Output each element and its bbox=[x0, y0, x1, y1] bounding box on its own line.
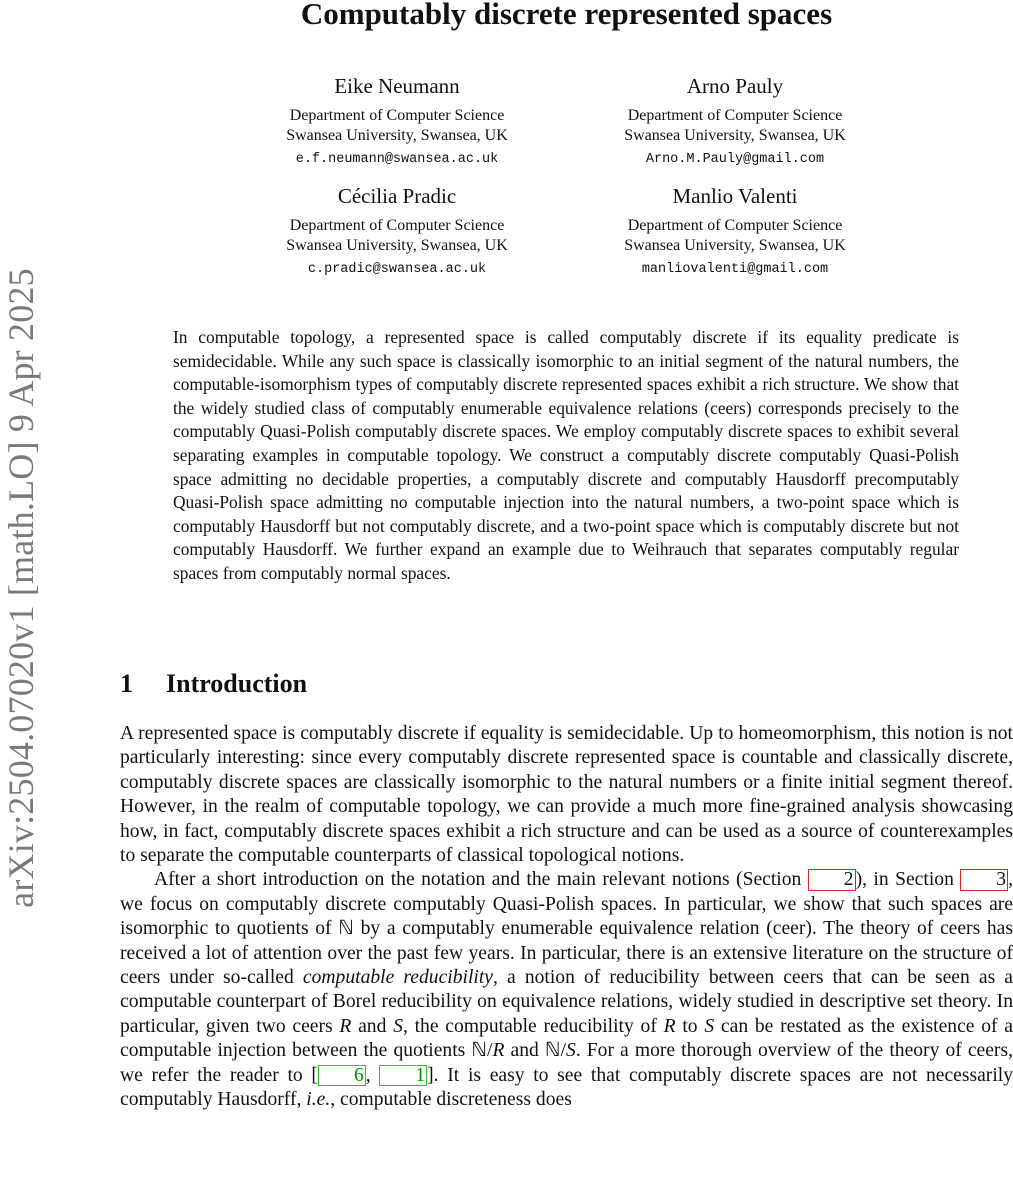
citation-link[interactable]: 6 bbox=[318, 1065, 366, 1087]
arxiv-stamp bbox=[0, 0, 42, 1200]
author-dept: Department of Computer Science bbox=[627, 217, 843, 234]
text-run: , the computable reducibility of bbox=[402, 1015, 664, 1037]
text-run: can be restated as the existence of a computable injection between the quotients ℕ/ bbox=[120, 1015, 1013, 1062]
author-email[interactable]: e.f.neumann@swansea.ac.uk bbox=[295, 152, 499, 167]
math-var: S bbox=[566, 1040, 576, 1062]
paragraph-1: A represented space is computably discrete if equality is semidecidable. Up to homeomorphism, this notion is not particularly interesting: since every computably discrete represented space is countable and classically discrete, computably discrete spaces are classically isomorphic to the natural numbers or a finite initial segment thereof. However, in the realm of computable topology, we can provide a much more fine-grained analysis showcasing how, in fact, computably discrete spaces exhibit a rich structure and can be used as a source of counterexamples to separate the computable counterparts of classical topological notions. bbox=[120, 723, 1013, 867]
text-run: . For a more thorough overview of the theory of ceers, we refer the reader to [ bbox=[120, 1040, 1013, 1086]
emphasis: i.e. bbox=[306, 1089, 331, 1111]
section-ref-link[interactable]: 3 bbox=[960, 869, 1008, 891]
text-run: , computable discreteness does bbox=[330, 1089, 572, 1111]
math-var: S bbox=[393, 1015, 403, 1037]
text-run: , we focus on computably discrete computably Quasi-Polish spaces. In particular, we show that such spaces are isomorphic to quotients of ℕ by a computably enumerable equivalence relation (ceer). The theory of ceers has received a lot of attention over the past few years. In particular, there is an extensive literature on the structure of ceers under so-called bbox=[120, 869, 1013, 989]
author-block-3 bbox=[247, 183, 547, 280]
text-run: ), in Section bbox=[855, 869, 961, 891]
citation-link[interactable]: 1 bbox=[379, 1065, 427, 1087]
math-var: R bbox=[663, 1015, 676, 1037]
author-univ: Swansea University, Swansea, UK bbox=[286, 237, 508, 254]
text-run: and bbox=[351, 1015, 394, 1037]
author-dept: Department of Computer Science bbox=[627, 107, 843, 124]
math-var: R bbox=[339, 1015, 352, 1037]
author-name: Cécilia Pradic bbox=[337, 184, 457, 208]
paragraph-2 bbox=[120, 868, 1013, 1112]
author-name: Manlio Valenti bbox=[672, 184, 798, 208]
author-block-2 bbox=[585, 73, 885, 170]
emphasis: computable reducibility bbox=[302, 967, 494, 989]
math-var: R bbox=[492, 1040, 505, 1062]
author-block-4 bbox=[585, 183, 885, 280]
text-run: After a short introduction on the notation and the main relevant notions (Section bbox=[154, 869, 808, 891]
text-run: ]. It is easy to see that computably discrete spaces are not necessarily computably Hausdorff, bbox=[120, 1064, 1013, 1111]
abstract: In computable topology, a represented space is called computably discrete if its equality predicate is semidecidable. While any such space is classically isomorphic to an initial segment of the natural numbers, the computable-isomorphism types of computably discrete represented spaces exhibit a rich structure. We show that the widely studied class of computably enumerable equivalence relations (ceers) corresponds precisely to the computably Quasi-Polish computably discrete spaces. We employ computably discrete spaces to exhibit several separating examples in computable topology. We construct a computably discrete computably Quasi-Polish space admitting no decidable properties, a computably discrete and computably Hausdorff precomputably Quasi-Polish space admitting no computable injection into the natural numbers, a two-point space which is computably Hausdorff but not computably discrete, and a two-point space which is computably discrete but not computably Hausdorff. We further expand an example due to Weihrauch that separates computably regular spaces from computably normal spaces. bbox=[173, 327, 959, 583]
author-block-1 bbox=[247, 73, 547, 170]
author-univ: Swansea University, Swansea, UK bbox=[286, 127, 508, 144]
text-run: to bbox=[675, 1015, 705, 1037]
math-var: S bbox=[704, 1015, 715, 1037]
author-univ: Swansea University, Swansea, UK bbox=[624, 127, 846, 144]
section-ref-link[interactable]: 2 bbox=[808, 869, 856, 891]
author-dept: Department of Computer Science bbox=[289, 217, 505, 234]
section-number: 1 bbox=[120, 669, 133, 698]
arxiv-stamp-text: arXiv:2504.07020v1 [math.LO] 9 Apr 2025 bbox=[1, 268, 41, 908]
text-run: , bbox=[365, 1064, 380, 1086]
paper-title: Computably discrete represented spaces bbox=[300, 0, 833, 31]
text-run: , a notion of reducibility between ceers that can be seen as a computable counterpart of Borel reducibility on equivalence relations, widely studied in descriptive set theory. In particular, given two ceers bbox=[120, 967, 1013, 1037]
author-email[interactable]: c.pradic@swansea.ac.uk bbox=[307, 262, 487, 277]
text-run: and ℕ/ bbox=[504, 1040, 567, 1062]
author-name: Eike Neumann bbox=[334, 74, 460, 98]
section-heading bbox=[120, 668, 307, 700]
body-text bbox=[120, 722, 1013, 1113]
author-dept: Department of Computer Science bbox=[289, 107, 505, 124]
author-email[interactable]: Arno.M.Pauly@gmail.com bbox=[645, 152, 825, 167]
author-name: Arno Pauly bbox=[686, 74, 784, 98]
author-email[interactable]: manliovalenti@gmail.com bbox=[641, 262, 829, 277]
author-univ: Swansea University, Swansea, UK bbox=[624, 237, 846, 254]
section-title: Introduction bbox=[166, 669, 308, 698]
